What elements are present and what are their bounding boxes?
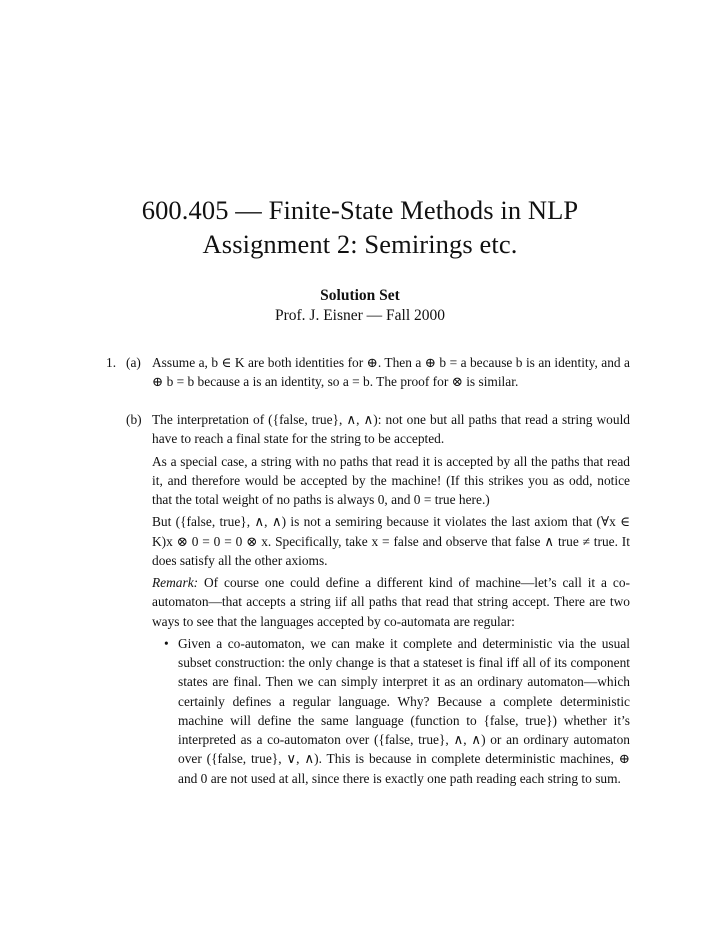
part-b-label: (b) xyxy=(126,412,142,427)
remark-text: Of course one could define a different kind of machine—let’s call it a co-automaton—that accepts a string iif all paths that read that string accept. There are two ways to see that the languages accepted by co-automata are regular: xyxy=(152,575,630,629)
part-a-text: Assume a, b ∈ K are both identities for ⊕. Then a ⊕ b = a because b is an identity, and a ⊕ b = b because a is an identity, so a = b. The proof for ⊗ is similar. xyxy=(152,355,630,390)
part-b-paragraph-2: As a special case, a string with no paths that read it is accepted by all the paths that read it, and therefore would be accepted by the machine! (If this strikes you as odd, notice that the total weight of no paths is always 0, and 0 = true here.) xyxy=(152,453,630,507)
part-b-remark xyxy=(152,573,630,631)
list-item xyxy=(152,634,630,788)
part-a-label: (a) xyxy=(126,355,141,370)
document-author: Prof. J. Eisner — Fall 2000 xyxy=(274,307,446,324)
part-b-paragraph-1: The interpretation of ({false, true}, ∧, ∧): not one but all paths that read a string would have to reach a final state for the string to be accepted. xyxy=(152,412,630,447)
part-b-answer xyxy=(152,410,630,788)
remark-bullet-list xyxy=(152,634,630,788)
bullet-text: Given a co-automaton, we can make it complete and deterministic via the usual subset construction: the only change is that a stateset is final iff all of its component states are final. Then we can simply interpret it as an ordinary automaton—which certainly defines a regular language. Why? Because a complete deterministic machine will define the same language (function to {false, true}) whether it’s interpreted as a co-automaton over ({false, true}, ∧, ∧) or an ordinary automaton over ({false, true}, ∨, ∧). This is because in complete deterministic machines, ⊕ and 0 are not used at all, since there is exactly one path reading each string to sum. xyxy=(178,635,630,786)
document-subtitle: Solution Set xyxy=(320,287,400,304)
remark-label: Remark: xyxy=(152,575,199,590)
part-a-answer xyxy=(152,353,630,392)
document-title-line2: Assignment 2: Semirings etc. xyxy=(202,229,518,259)
question-number: 1. xyxy=(106,355,117,370)
part-b-paragraph-3: But ({false, true}, ∧, ∧) is not a semiring because it violates the last axiom that (∀x ∈ K)x ⊗ 0 = 0 = 0 ⊗ x. Specifically, take x = false and observe that false ∧ true ≠ true. It does satisfy all the other axioms. xyxy=(152,514,630,568)
document-title-line1: 600.405 — Finite-State Methods in NLP xyxy=(141,195,579,225)
bullet-icon: • xyxy=(164,635,169,651)
